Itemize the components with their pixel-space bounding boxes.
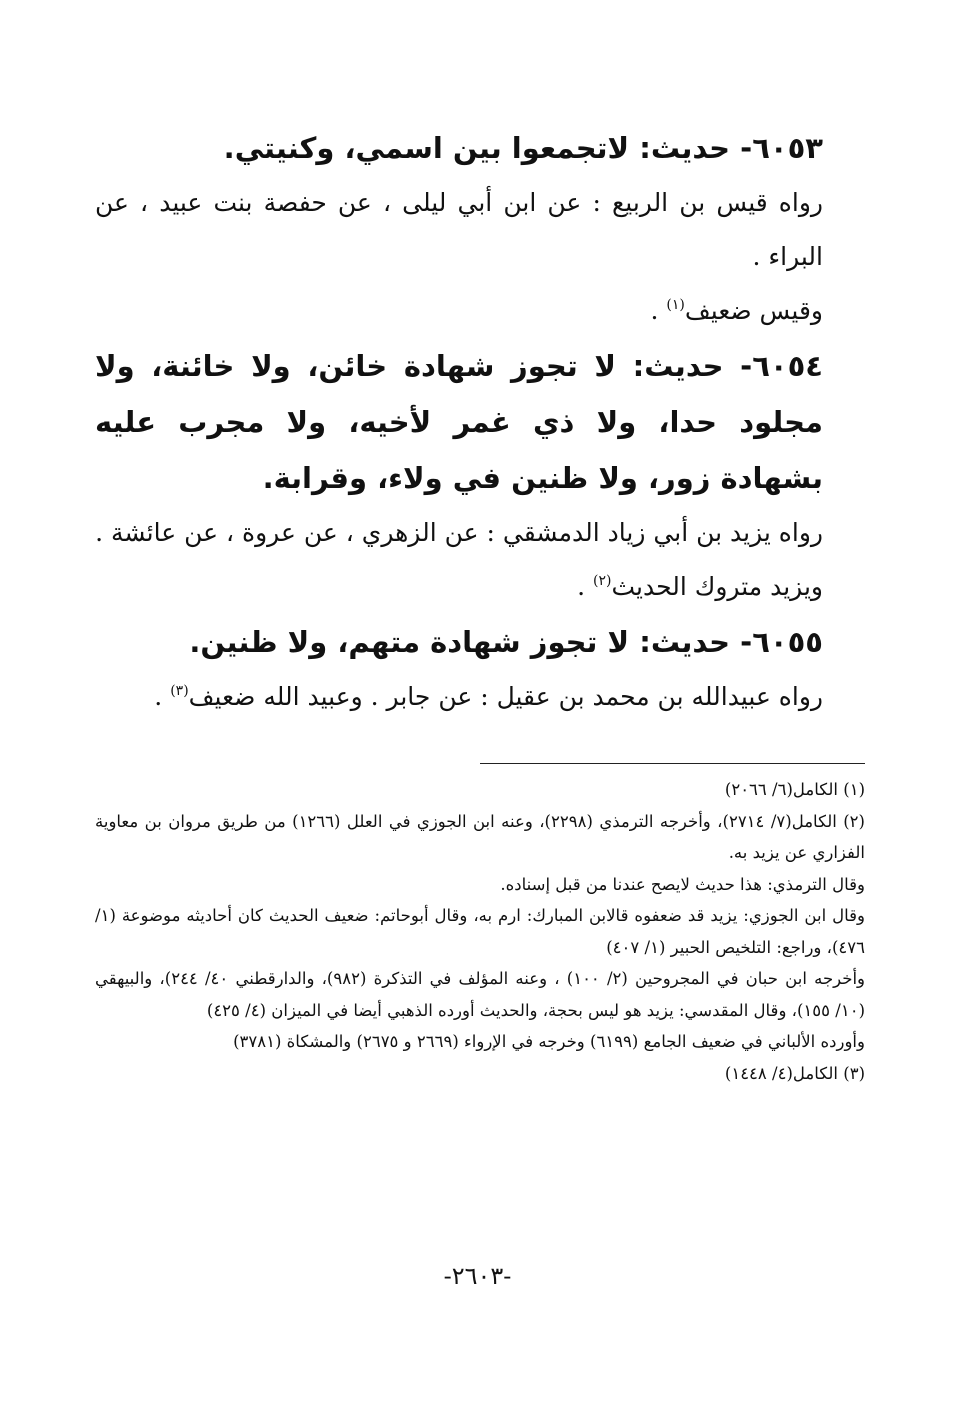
footnote-ref[interactable]: (٢) — [592, 573, 612, 589]
footnotes — [95, 774, 865, 1089]
note-text: وقيس ضعيف — [684, 296, 823, 325]
footnote-2: (٢) الكامل(٧/ ٢٧١٤)، وأخرجه الترمذي (٢٢٩٨)، وعنه ابن الجوزي في العلل (١٢٦٦) من طريق مروان بن معاوية الفزاري عن يزيد به. — [95, 811, 865, 862]
narration-text: رواه عبيدالله بن محمد بن عقيل : عن جابر . وعبيد الله ضعيف — [188, 682, 823, 711]
footnote-1: (١) الكامل(٦/ ٢٠٦٦) — [724, 780, 865, 799]
footnote-ref[interactable]: (١) — [666, 297, 685, 313]
note-end: . — [577, 572, 593, 601]
narration-6054: رواه يزيد بن أبي زياد الدمشقي : عن الزهري ، عن عروة ، عن عائشة . — [95, 518, 823, 547]
hadith-heading-6055: ٦٠٥٥- حديث: لا تجوز شهادة متهم، ولا ظنين. — [189, 625, 823, 659]
footnote-2-tirmidhi: وقال الترمذي: هذا حديث لايصح عندنا من قبل إسناده. — [500, 874, 865, 894]
main-text — [95, 120, 865, 724]
note-end: . — [154, 682, 171, 711]
footnote-ref[interactable]: (٣) — [170, 683, 189, 699]
narration-6055 — [95, 670, 865, 724]
footnote-2-ibn-jawzi: وقال ابن الجوزي: يزيد قد ضعفوه قالابن المبارك: ارم به، وقال أبوحاتم: ضعيف الحديث كان أحاديثه موضوعة (١/ ٤٧٦)، وراجع: التلخيص الحبير (١/ ٤٠٧) — [95, 906, 865, 957]
footnote-2-albani: وأورده الألباني في ضعيف الجامع (٦١٩٩) وخرجه في الإرواء (٢٦٦٩ و ٢٦٧٥) والمشكاة (٣٧٨١) — [233, 1032, 865, 1051]
footnote-2-ibn-hibban: وأخرجه ابن حبان في المجروحين (٢/ ١٠٠) ، وعنه المؤلف في التذكرة (٩٨٢)، والدارقطني ٤٠/ ٢٤٤)، والبيهقي (١٠/ ١٥٥)، وقال المقدسي: يزيد هو ليس بحجة، والحديث أورده الذهبي أيضا في الميزان (٤/ ٤٢٥) — [95, 969, 866, 1020]
narration-6053: رواه قيس بن الربيع : عن ابن أبي ليلى ، عن حفصة بنت عبيد ، عن البراء . — [95, 188, 823, 271]
hadith-heading-6054: ٦٠٥٤- حديث: لا تجوز شهادة خائن، ولا خائنة، ولا مجلود حدا، ولا ذي غمر لأخيه، ولا مجرب عليه بشهادة زور، ولا ظنين في ولاء، وقرابة. — [95, 349, 823, 495]
footnote-3: (٣) الكامل(٤/ ١٤٤٨) — [724, 1063, 865, 1083]
note-text: ويزيد متروك الحديث — [611, 572, 823, 601]
page-number: -٢٦٠٣- — [443, 1262, 512, 1290]
note-6054 — [95, 560, 865, 614]
footnote-divider — [480, 763, 865, 764]
note-6053 — [95, 284, 865, 338]
hadith-heading-6053: ٦٠٥٣- حديث: لاتجمعوا بين اسمي، وكنيتي. — [223, 131, 823, 165]
note-end: . — [650, 296, 667, 325]
